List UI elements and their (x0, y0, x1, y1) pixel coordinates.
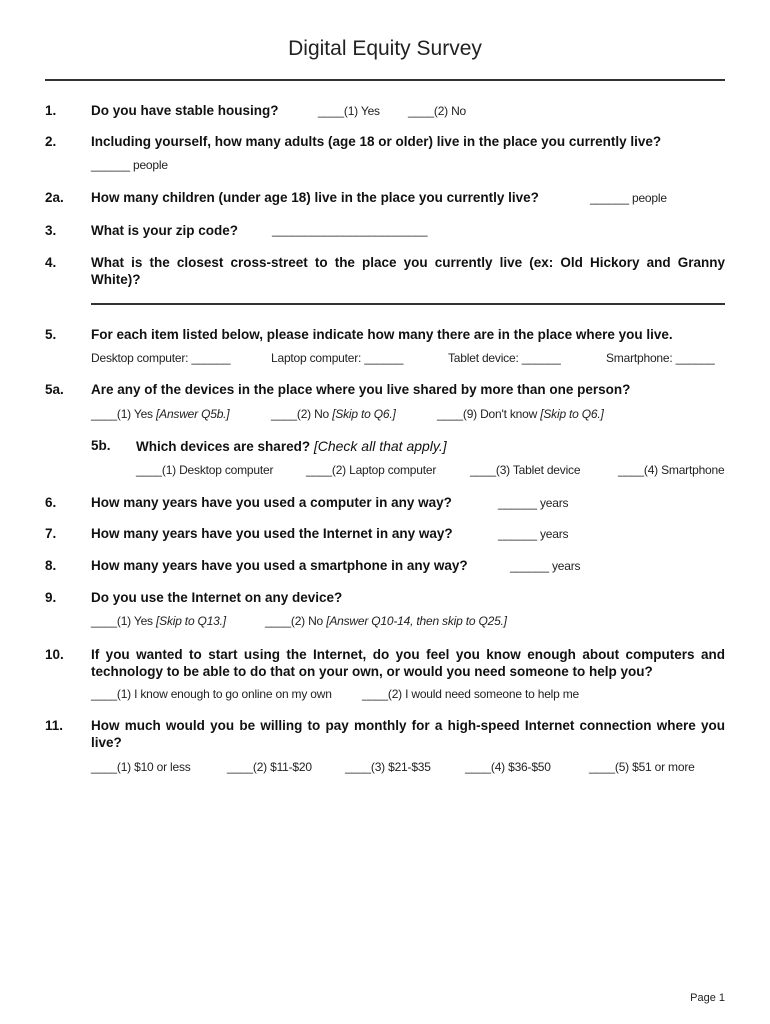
q5-desktop-field[interactable]: Desktop computer: ______ (91, 351, 231, 365)
q11-option-3[interactable]: ____(3) $21-$35 (345, 760, 431, 774)
q5a-option-no[interactable] (271, 407, 396, 421)
option-label: ____(9) Don't know (437, 407, 538, 421)
question-6-text: How many years have you used a computer in any way? (91, 495, 452, 510)
question-number: 8. (45, 558, 57, 573)
q5a-option-dont-know[interactable] (437, 407, 604, 421)
question-number: 6. (45, 495, 57, 510)
skip-note: [Answer Q5b.] (156, 407, 230, 421)
question-2-text: Including yourself, how many adults (age 18 or older) live in the place you currently live? (91, 134, 662, 149)
question-7-text: How many years have you used the Internet in any way? (91, 526, 453, 541)
question-5-text: For each item listed below, please indicate how many there are in the place where you live. (91, 327, 673, 342)
question-5a-text: Are any of the devices in the place where you live shared by more than one person? (91, 382, 631, 397)
option-label: ____(1) Yes (91, 407, 153, 421)
q5-laptop-field[interactable]: Laptop computer: ______ (271, 351, 404, 365)
q11-option-2[interactable]: ____(2) $11-$20 (227, 760, 312, 774)
instruction-note: [Check all that apply.] (313, 438, 447, 454)
q8-years-field[interactable]: ______ years (510, 559, 581, 573)
question-5b-text (136, 438, 447, 454)
q5b-option-desktop[interactable]: ____(1) Desktop computer (136, 463, 274, 477)
q5-tablet-field[interactable]: Tablet device: ______ (448, 351, 561, 365)
q3-zip-field[interactable]: ________________________ (272, 223, 428, 237)
q5b-option-tablet[interactable]: ____(3) Tablet device (470, 463, 581, 477)
question-number: 2. (45, 134, 57, 149)
question-number: 4. (45, 255, 57, 270)
question-8-text: How many years have you used a smartphone in any way? (91, 558, 468, 573)
question-10-text: If you wanted to start using the Internet, do you feel you know enough about computers and technology to be able to do that on your own, or would you need someone to help you? (91, 647, 725, 679)
q11-option-5[interactable]: ____(5) $51 or more (589, 760, 695, 774)
q5b-option-laptop[interactable]: ____(2) Laptop computer (306, 463, 437, 477)
option-label: ____(1) Yes (91, 614, 153, 628)
q7-years-field[interactable]: ______ years (498, 527, 569, 541)
page-title: Digital Equity Survey (288, 37, 482, 60)
question-1-text: Do you have stable housing? (91, 103, 279, 118)
question-number: 9. (45, 590, 57, 605)
skip-note: [Skip to Q6.] (540, 407, 604, 421)
q6-years-field[interactable]: ______ years (498, 496, 569, 510)
q5a-option-yes[interactable] (91, 407, 229, 421)
question-number: 3. (45, 223, 57, 238)
option-label: ____(2) No (271, 407, 330, 421)
question-number: 11. (45, 718, 64, 733)
q9-option-yes[interactable] (91, 614, 226, 628)
question-number: 5b. (91, 438, 111, 453)
title-divider (45, 79, 725, 81)
q10-option-on-my-own[interactable]: ____(1) I know enough to go online on my own (91, 687, 332, 701)
q1-option-yes[interactable]: ____(1) Yes (318, 104, 380, 118)
question-3-text: What is your zip code? (91, 223, 239, 238)
q11-option-1[interactable]: ____(1) $10 or less (91, 760, 191, 774)
question-number: 2a. (45, 190, 64, 205)
option-label: ____(2) No (265, 614, 324, 628)
q4-answer-line[interactable] (91, 303, 725, 305)
skip-note: [Skip to Q13.] (156, 614, 226, 628)
question-number: 5. (45, 327, 57, 342)
question-5b-label: Which devices are shared? (136, 439, 311, 454)
page-number: Page 1 (690, 992, 725, 1004)
q10-option-need-help[interactable]: ____(2) I would need someone to help me (362, 687, 580, 701)
question-9-text: Do you use the Internet on any device? (91, 590, 343, 605)
skip-note: [Skip to Q6.] (332, 407, 396, 421)
q5-smartphone-field[interactable]: Smartphone: ______ (606, 351, 715, 365)
question-4-text: What is the closest cross-street to the place you currently live (ex: Old Hickory and Granny White)? (91, 255, 725, 287)
question-2a-text: How many children (under age 18) live in the place you currently live? (91, 190, 539, 205)
skip-note: [Answer Q10-14, then skip to Q25.] (326, 614, 507, 628)
question-number: 7. (45, 526, 57, 541)
question-number: 10. (45, 647, 64, 662)
question-number: 5a. (45, 382, 64, 397)
question-11-text: How much would you be willing to pay monthly for a high-speed Internet connection where you live? (91, 718, 725, 750)
q2-answer-field[interactable]: ______ people (91, 158, 168, 172)
q5b-option-smartphone[interactable]: ____(4) Smartphone (618, 463, 725, 477)
q1-option-no[interactable]: ____(2) No (408, 104, 467, 118)
q2a-answer-field[interactable]: ______ people (590, 191, 667, 205)
question-number: 1. (45, 103, 57, 118)
q9-option-no[interactable] (265, 614, 507, 628)
q11-option-4[interactable]: ____(4) $36-$50 (465, 760, 551, 774)
